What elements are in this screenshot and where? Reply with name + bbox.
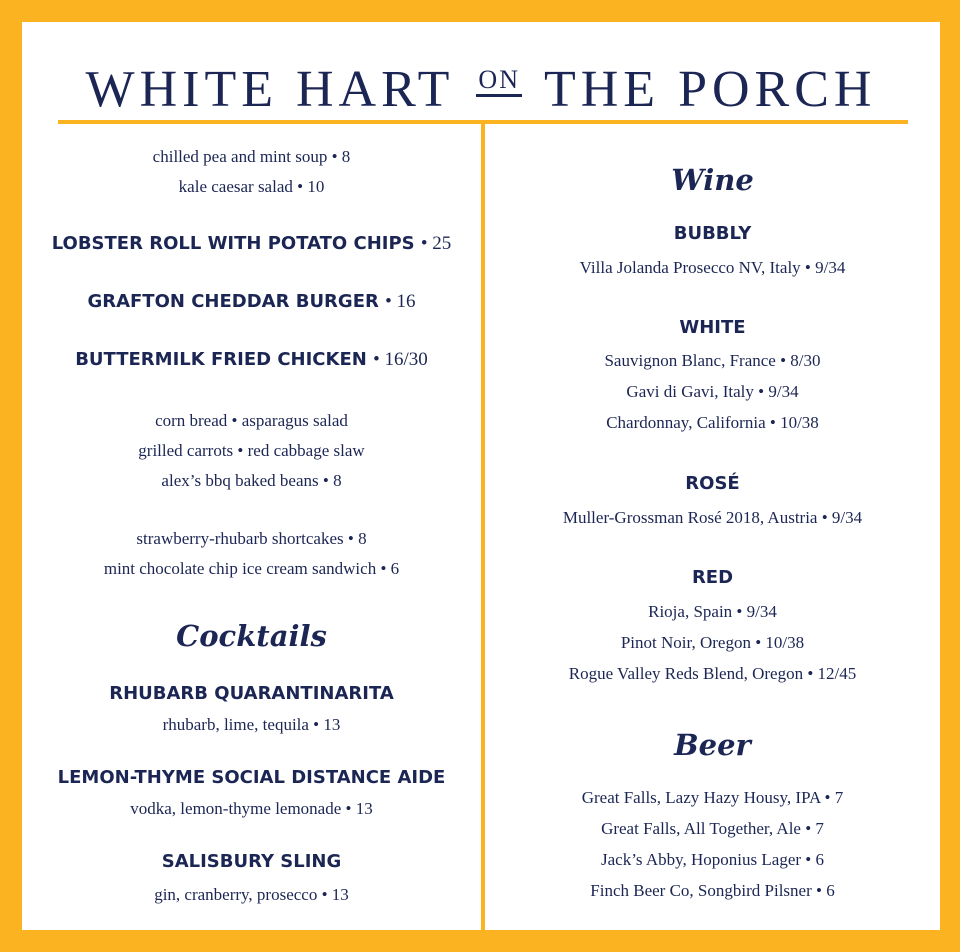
dessert-item: strawberry-rhubarb shortcakes • 8	[136, 529, 367, 548]
cocktail-desc: rhubarb, lime, tequila • 13	[162, 715, 341, 734]
side-item: alex’s bbq baked beans • 8	[161, 471, 342, 490]
burger-price: • 16	[385, 291, 416, 312]
cocktail-name: LEMON-THYME SOCIAL DISTANCE AIDE	[57, 767, 446, 788]
menu-item-chicken	[22, 348, 481, 372]
wine-item: Pinot Noir, Oregon • 10/38	[620, 633, 805, 652]
menu-item-salad: kale caesar salad • 10	[178, 177, 325, 196]
wine-item: Gavi di Gavi, Italy • 9/34	[626, 382, 799, 401]
dessert-item: mint chocolate chip ice cream sandwich • 6	[103, 559, 400, 578]
menu-item-burger	[22, 290, 481, 314]
cocktail-name: SALISBURY SLING	[161, 851, 342, 872]
chicken-price: • 16/30	[373, 349, 428, 370]
wine-item: Muller-Grossman Rosé 2018, Austria • 9/34	[562, 508, 863, 527]
title-the-porch: THE PORCH	[543, 61, 877, 118]
beer-title: Beer	[674, 728, 751, 762]
food-column	[22, 22, 481, 930]
cocktail-name: RHUBARB QUARANTINARITA	[109, 683, 394, 704]
wine-item: Rioja, Spain • 9/34	[648, 602, 777, 621]
wine-title: Wine	[671, 163, 754, 197]
wine-section-heading: WHITE	[679, 317, 746, 338]
lobster-name: LOBSTER ROLL WITH POTATO CHIPS	[51, 233, 415, 254]
wine-item: Sauvignon Blanc, France • 8/30	[604, 351, 821, 370]
title-on: ON	[476, 68, 522, 97]
menu-card	[22, 22, 940, 930]
title-white-hart: WHITE HART	[85, 61, 455, 118]
wine-section-heading: RED	[691, 567, 734, 588]
cocktails-title: Cocktails	[176, 619, 327, 653]
beer-item: Finch Beer Co, Songbird Pilsner • 6	[590, 881, 835, 900]
beer-item: Jack’s Abby, Hoponius Lager • 6	[601, 850, 824, 869]
wine-item: Rogue Valley Reds Blend, Oregon • 12/45	[568, 664, 857, 683]
cocktail-desc: vodka, lemon-thyme lemonade • 13	[130, 799, 373, 818]
chicken-name: BUTTERMILK FRIED CHICKEN	[75, 349, 367, 370]
cocktail-desc: gin, cranberry, prosecco • 13	[154, 885, 349, 904]
beer-item: Great Falls, Lazy Hazy Housy, IPA • 7	[581, 788, 844, 807]
wine-section-heading: BUBBLY	[673, 223, 752, 244]
lobster-price: • 25	[420, 233, 452, 254]
menu-item-lobster	[22, 232, 481, 256]
wine-section-heading: ROSÉ	[685, 473, 740, 494]
drinks-column	[485, 22, 940, 930]
side-item: grilled carrots • red cabbage slaw	[138, 441, 365, 460]
wine-item: Chardonnay, California • 10/38	[606, 413, 819, 432]
wine-item: Villa Jolanda Prosecco NV, Italy • 9/34	[579, 258, 846, 277]
burger-name: GRAFTON CHEDDAR BURGER	[87, 291, 379, 312]
beer-item: Great Falls, All Together, Ale • 7	[601, 819, 824, 838]
menu-item-soup: chilled pea and mint soup • 8	[152, 147, 351, 166]
side-item: corn bread • asparagus salad	[155, 411, 348, 430]
